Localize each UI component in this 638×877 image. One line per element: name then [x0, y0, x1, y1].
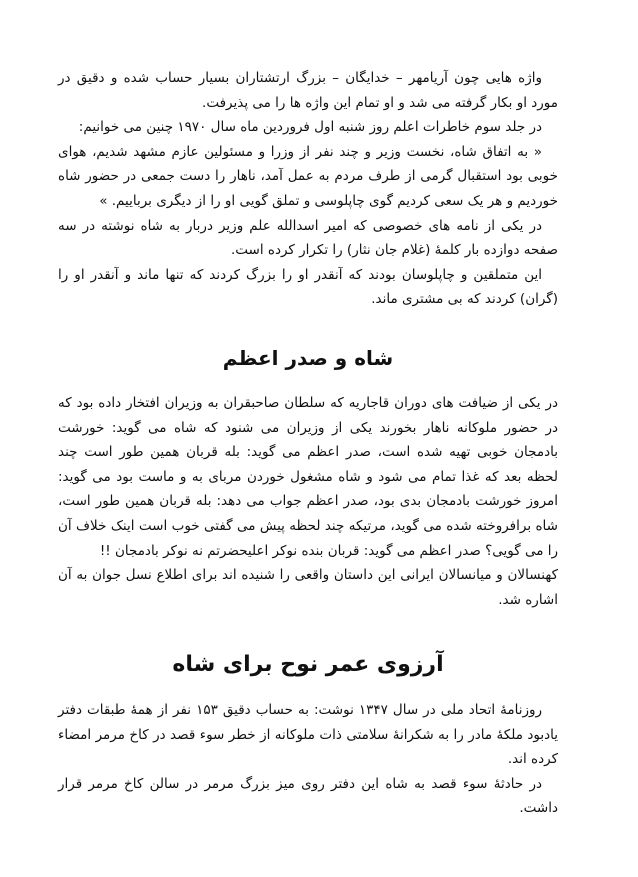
quote-paragraph: « به اتفاق شاه، نخست وزیر و چند نفر از وزرا و مسئولین عازم مشهد شدیم، هوای خوبی بود استقبال گرمی از طرف مردم به عمل آمد، ناهار را دست جمعی در حضور شاه خوردیم و هر یک سعی کردیم گوی چاپلوسی و تملق گویی او را از دیگری برباییم. »: [58, 143, 558, 209]
paragraph: در یکی از نامه های خصوصی که امیر اسدالله علم وزیر دربار به شاه نوشته در سه صفحه دوازده بار کلمهٔ (غلام جان نثار) را تکرار کرده است.: [58, 217, 558, 259]
paragraph: واژه هایی چون آریامهر – خدایگان – بزرگ ارتشتاران بسیار حساب شده و دقیق در مورد او بکار گرفته می شد و او تمام این واژه ها را می پذیرفت.: [58, 70, 558, 111]
paragraph: کهنسالان و میانسالان ایرانی این داستان واقعی را شنیده اند برای اطلاع نسل جوان به آن اشاره شد.: [58, 567, 558, 608]
paragraph: این متملقین و چاپلوسان بودند که آنقدر او را بزرگ کردند که تنها ماند و آنقدر او را (گران) کردند که بی مشتری ماند.: [58, 266, 558, 308]
paragraph: در یکی از ضیافت های دوران قاجاریه که سلطان صاحبقران به وزیران افتخار داده بود که در حضور ملوکانه ناهار بخورند یکی از وزیران می شنود که شاه می گوید: خورشت بادمجان خوبی تهیه شده است، صدر اعظم می گوید: بله قربان همین طور است چند لحظه بعد که غذا تمام می شود و شاه مشغول خوردن مربای به و ماست بود می گوید: امروز خورشت بادمجان بدی بود، صدر اعظم جواب می دهد: بله قربان همین طور است، شاه برافروخته شده می گوید، مرتیکه چند لحظه پیش می گفتی خوب است اینک خلاف آن را می گویی؟ صدر اعظم می گوید: قربان بنده نوکر اعلیحضرتم نه نوکر بادمجان !!: [58, 395, 558, 559]
section-aryamehr-flattery: [58, 66, 558, 312]
paragraph: در حادثهٔ سوء قصد به شاه این دفتر روی میز بزرگ مرمر در سالن کاخ مرمر قرار داشت.: [58, 775, 558, 817]
paragraph: روزنامهٔ اتحاد ملی در سال ۱۳۴۷ نوشت: به حساب دقیق ۱۵۳ نفر از همهٔ طبقات دفتر یادبود ملکهٔ مادر را به شکرانهٔ سلامتی ذات ملوکانه از خطر سوء قصد در کاخ مرمر امضاء کرده اند.: [58, 702, 558, 768]
section-heading: آرزوی عمر نوح برای شاه: [172, 652, 444, 677]
paragraph: در جلد سوم خاطرات اعلم روز شنبه اول فروردین ماه سال ۱۹۷۰ چنین می خوانیم:: [78, 119, 542, 136]
section-shah-and-prime-minister: [58, 391, 558, 612]
section-long-life-wish: [58, 698, 558, 821]
section-heading: شاه و صدر اعظم: [222, 346, 394, 370]
